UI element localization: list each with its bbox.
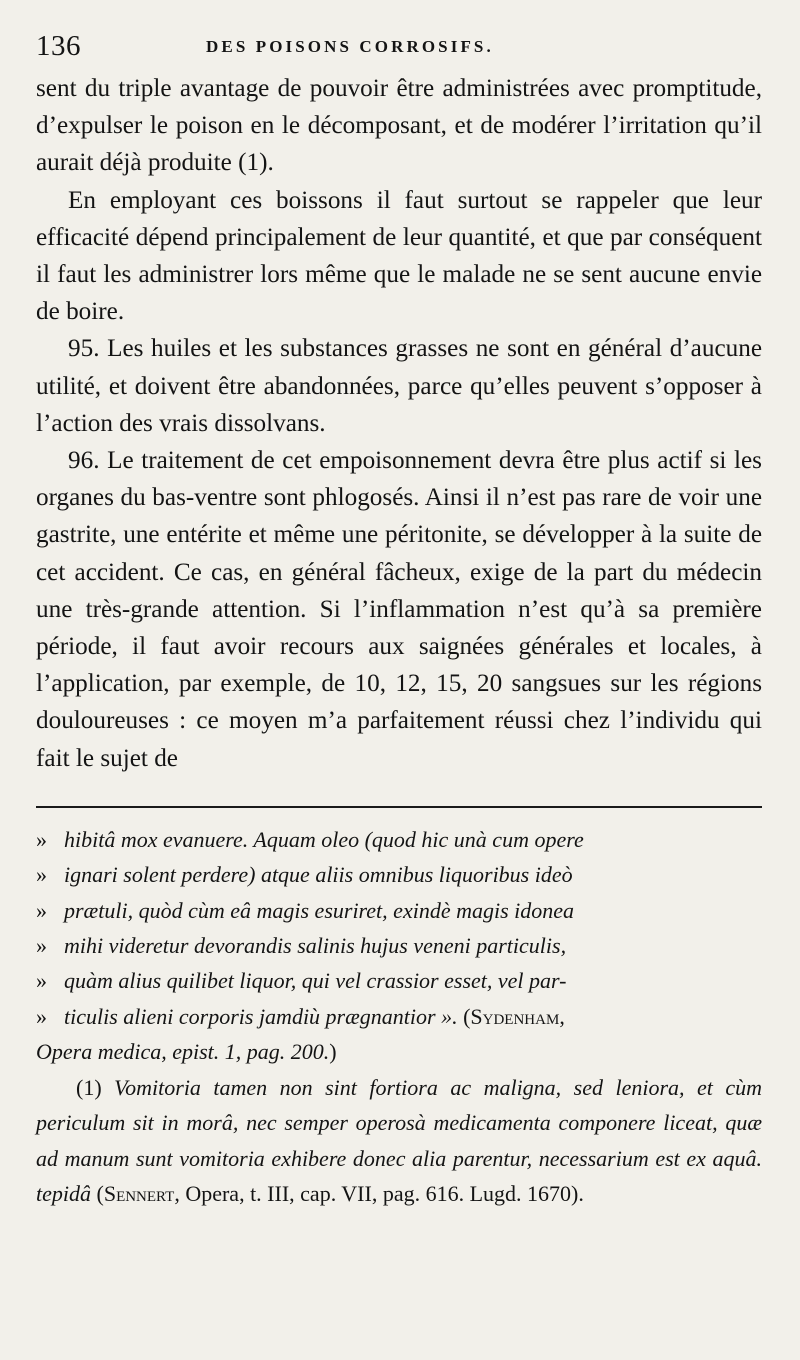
paragraph-2: En employant ces boissons il faut surtout se rappeler que leur efficacité dépend principalement de leur quantité, et que par conséquent il faut les administrer lors même que le malade ne se sent aucune envie de boire.	[36, 186, 762, 326]
quote-line	[36, 928, 762, 963]
quote-text: prætuli, quòd cùm eâ magis esuriret, exindè magis idonea	[64, 897, 575, 923]
quote-text: ignari solent perdere) atque aliis omnibus liquoribus ideò	[64, 862, 573, 888]
footnote-rule	[36, 806, 762, 808]
quote-line	[36, 963, 762, 998]
quote-mark: »	[36, 933, 47, 959]
quote-mark: »	[36, 968, 47, 994]
quote-line	[36, 857, 762, 892]
quote-mark: »	[36, 862, 47, 888]
running-title: DES POISONS CORROSIFS.	[206, 37, 494, 56]
citation-line	[36, 1034, 762, 1069]
quote-text: mihi videretur devorandis salinis hujus veneni particulis,	[64, 933, 567, 959]
quote-text: ticulis alieni corporis jamdiù prægnantior ».	[64, 1003, 458, 1029]
footnote-marker: (1)	[76, 1074, 102, 1100]
paragraph-96: 96. Le traitement de cet empoisonnement devra être plus actif si les organes du bas-ventre sont phlogosés. Ainsi il n’est pas rare de voir une gastrite, une entérite et même une péritonite, se développer à la suite de cet accident. Ce cas, en général fâcheux, exige de la part du médecin une très-grande attention. Si l’inflammation n’est qu’à sa première période, il faut avoir recours aux saignées générales et locales, à l’application, par exemple, de 10, 12, 15, 20 sangsues sur les régions douloureuses : ce moyen m’a parfaitement réussi chez l’individu qui fait le sujet de	[36, 447, 762, 772]
quote-line	[36, 999, 762, 1034]
quote-line	[36, 893, 762, 928]
citation-close: )	[329, 1039, 337, 1065]
footnote-1-text: Vomitoria tamen non sint fortiora ac maligna, sed leniora, et cùm periculum sit in morâ, nec semper operosà medicamenta componere liceat, quæ ad manum sunt vomitoria exhibere donec alia parentur, necessarium est ex aquâ. tepidâ	[36, 1074, 762, 1206]
main-text	[36, 70, 762, 777]
running-head	[36, 24, 762, 70]
citation-open: (	[457, 1003, 471, 1029]
page-number: 136	[36, 30, 81, 62]
paragraph-95: 95. Les huiles et les substances grasses ne sont en général d’aucune utilité, et doivent être abandonnées, parce qu’elles peuvent s’opposer à l’action des vrais dissolvans.	[36, 335, 762, 437]
footnote-1-author: Sennert	[103, 1180, 175, 1206]
footnote-1-reference: , Opera, t. III, cap. VII, pag. 616. Lugd. 1670).	[174, 1180, 584, 1206]
paragraph-1: sent du triple avantage de pouvoir être administrées avec promptitude, d’expulser le poison en le décomposant, et de modérer l’irritation qu’il aurait déjà produite (1).	[36, 75, 762, 177]
quote-text: quàm alius quilibet liquor, qui vel crassior esset, vel par-	[64, 968, 567, 994]
footnote-1-open: (	[91, 1180, 104, 1206]
citation-author: Sydenham	[470, 1003, 560, 1029]
quote-mark: »	[36, 897, 47, 923]
footnotes	[36, 822, 762, 1211]
quote-mark: »	[36, 1003, 47, 1029]
quote-text: hibitâ mox evanuere. Aquam oleo (quod hic unà cum opere	[64, 826, 584, 852]
citation-separator: ,	[559, 1003, 565, 1029]
citation-work: Opera medica, epist. 1, pag. 200.	[36, 1039, 330, 1065]
footnote-1	[36, 1070, 762, 1212]
quote-mark: »	[36, 826, 47, 852]
quote-line	[36, 822, 762, 857]
